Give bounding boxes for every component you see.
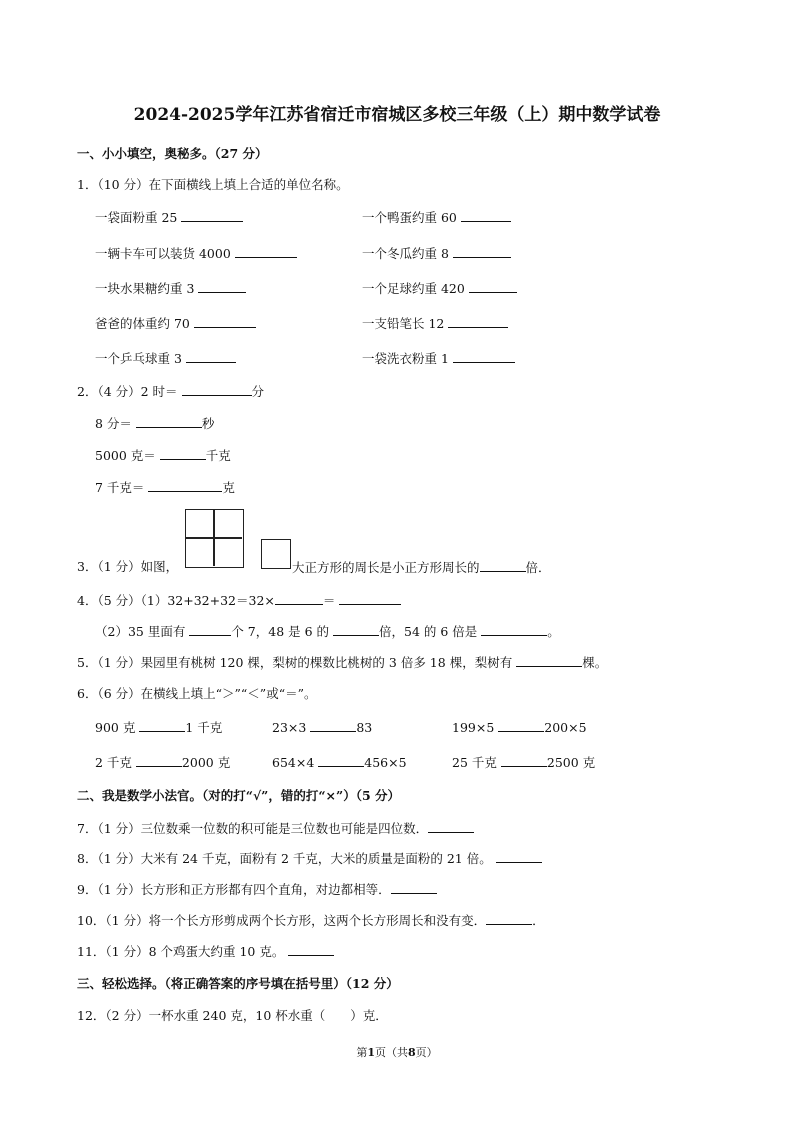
q1-right-3: 一个足球约重 420 xyxy=(362,280,517,297)
judge-item-9: 9．（1 分）长方形和正方形都有四个直角，对边都相等． xyxy=(77,881,437,898)
answer-blank[interactable] xyxy=(182,383,252,396)
q1-right-1: 一个鸭蛋约重 60 xyxy=(362,209,511,226)
q1-left-1: 一袋面粉重 25 xyxy=(95,209,243,226)
q6-item: 199×5 200×5 xyxy=(452,720,587,735)
answer-blank[interactable] xyxy=(428,820,474,833)
q6-item: 654×4 456×5 xyxy=(272,755,407,770)
q12-text: 12．（2 分）一杯水重 240 克，10 杯水重（ ）克． xyxy=(77,1008,388,1023)
answer-blank[interactable] xyxy=(186,350,236,363)
answer-blank[interactable] xyxy=(481,623,547,636)
answer-blank[interactable] xyxy=(339,592,401,605)
q1-left-2: 一辆卡车可以装货 4000 xyxy=(95,245,297,262)
answer-blank[interactable] xyxy=(288,943,334,956)
small-square-figure xyxy=(261,539,291,569)
answer-blank[interactable] xyxy=(181,209,243,222)
answer-blank[interactable] xyxy=(453,350,515,363)
answer-blank[interactable] xyxy=(194,315,256,328)
q6-item: 23×3 83 xyxy=(272,720,373,735)
section-heading-1: 一、小小填空，奥秘多。（27 分） xyxy=(77,146,268,161)
section-heading-2: 二、我是数学小法官。（对的打“√”，错的打“×”）（5 分） xyxy=(77,788,400,803)
q4-line-1: 4．（5 分）（1）32+32+32＝32× ＝ xyxy=(77,592,401,609)
q1-right-5: 一袋洗衣粉重 1 xyxy=(362,350,515,367)
answer-blank[interactable] xyxy=(516,654,582,667)
answer-blank[interactable] xyxy=(198,280,246,293)
page-footer: 第1页（共8页） xyxy=(356,1046,438,1059)
page-title: 2024-2025学年江苏省宿迁市宿城区多校三年级（上）期中数学试卷 xyxy=(133,105,661,125)
judge-item-11: 11．（1 分）8 个鸡蛋大约重 10 克。 xyxy=(77,943,334,960)
q5-text: 5．（1 分）果园里有桃树 120 棵，梨树的棵数比桃树的 3 倍多 18 棵，梨树有 棵。 xyxy=(77,655,608,670)
judge-item-7: 7．（1 分）三位数乘一位数的积可能是三位数也可能是四位数． xyxy=(77,820,474,837)
q2-line-3: 5000 克＝ 千克 xyxy=(95,448,231,463)
answer-blank[interactable] xyxy=(469,280,517,293)
answer-blank[interactable] xyxy=(391,881,437,894)
q1-left-3: 一块水果糖约重 3 xyxy=(95,280,246,297)
q1-right-2: 一个冬瓜约重 8 xyxy=(362,245,511,262)
answer-blank[interactable] xyxy=(498,719,544,732)
answer-blank[interactable] xyxy=(501,754,547,767)
q2-line-1: 2．（4 分）2 时＝ 分 xyxy=(77,384,265,399)
q4-line-2: （2）35 里面有 个 7，48 是 6 的 倍，54 的 6 倍是 。 xyxy=(95,624,560,639)
answer-blank[interactable] xyxy=(318,754,364,767)
answer-blank[interactable] xyxy=(496,850,542,863)
answer-blank[interactable] xyxy=(480,559,526,572)
q1-left-4: 爸爸的体重约 70 xyxy=(95,315,256,332)
answer-blank[interactable] xyxy=(486,912,532,925)
q1-left-5: 一个乒乓球重 3 xyxy=(95,350,236,367)
answer-blank[interactable] xyxy=(461,209,511,222)
answer-blank[interactable] xyxy=(310,719,356,732)
answer-blank[interactable] xyxy=(160,447,206,460)
answer-blank[interactable] xyxy=(453,245,511,258)
q6-item: 25 千克 2500 克 xyxy=(452,755,596,770)
q3-text: 大正方形的周长是小正方形周长的 倍． xyxy=(292,560,551,575)
answer-blank[interactable] xyxy=(235,245,297,258)
answer-blank[interactable] xyxy=(333,623,379,636)
q1-right-4: 一支铅笔长 12 xyxy=(362,315,508,332)
answer-blank[interactable] xyxy=(136,754,182,767)
answer-blank[interactable] xyxy=(148,479,222,492)
q6-stem: 6．（6 分）在横线上填上“＞”“＜”或“＝”。 xyxy=(77,686,317,701)
answer-blank[interactable] xyxy=(275,592,323,605)
answer-blank[interactable] xyxy=(189,623,231,636)
answer-blank[interactable] xyxy=(448,315,508,328)
q2-line-2: 8 分＝ 秒 xyxy=(95,416,215,431)
answer-blank[interactable] xyxy=(139,719,185,732)
large-square-figure xyxy=(185,509,244,568)
q3-prefix: 3．（1 分）如图， xyxy=(77,559,179,574)
answer-blank[interactable] xyxy=(136,415,202,428)
section-heading-3: 三、轻松选择。（将正确答案的序号填在括号里）（12 分） xyxy=(77,976,399,991)
q6-item: 900 克 1 千克 xyxy=(95,720,223,735)
judge-item-10: 10．（1 分）将一个长方形剪成两个长方形，这两个长方形周长和没有变． ． xyxy=(77,913,545,928)
q1-stem: 1．（10 分）在下面横线上填上合适的单位名称。 xyxy=(77,177,349,192)
q6-item: 2 千克 2000 克 xyxy=(95,755,231,770)
grid-horizontal-line xyxy=(186,537,242,539)
q2-line-4: 7 千克＝ 克 xyxy=(95,480,235,495)
judge-item-8: 8．（1 分）大米有 24 千克，面粉有 2 千克，大米的质量是面粉的 21 倍。 xyxy=(77,850,542,867)
